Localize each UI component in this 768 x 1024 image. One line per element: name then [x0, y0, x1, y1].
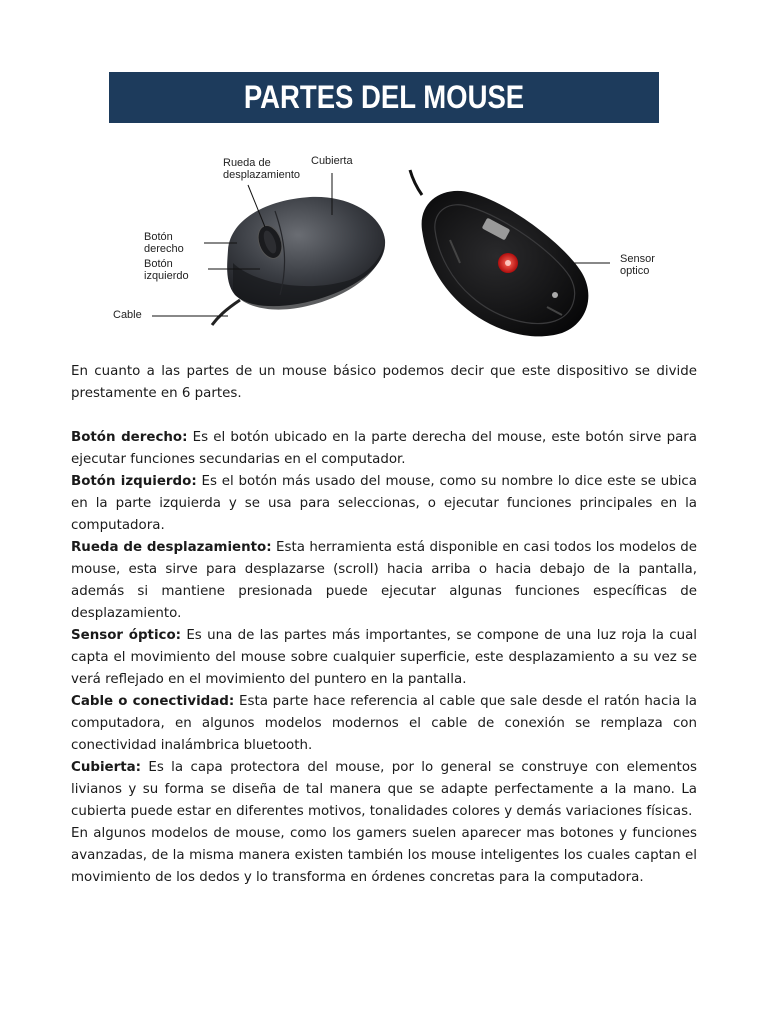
part-term: Cable o conectividad:: [71, 694, 235, 709]
part-text: Es el botón ubicado en la parte derecha del mouse, este botón sirve para ejecutar funciones secundarias en el computador.: [71, 430, 697, 467]
part-text: Es una de las partes más importantes, se compone de una luz roja la cual capta el movimiento del mouse sobre cualquier superficie, este desplazamiento a su vez se verá reflejado en el movimiento del puntero en la pantalla.: [71, 628, 697, 687]
mouse-cable: [212, 300, 240, 325]
body-text: [71, 361, 697, 889]
part-paragraph: [71, 427, 697, 471]
part-paragraph: [71, 625, 697, 691]
closing-paragraph: En algunos modelos de mouse, como los gamers suelen aparecer mas botones y funciones avanzadas, de la misma manera existen también los mouse inteligentes los cuales captan el movimiento de los dedos y lo transforma en órdenes concretas para la computadora.: [71, 826, 697, 885]
mouse-bottom-view: [410, 170, 588, 336]
part-paragraph: [71, 537, 697, 625]
part-term: Sensor óptico:: [71, 628, 182, 643]
part-term: Rueda de desplazamiento:: [71, 540, 272, 555]
mouse-figure: [100, 145, 680, 350]
part-text: Es la capa protectora del mouse, por lo general se construye con elementos livianos y su forma se diseña de tal manera que se adapte perfectamente a la mano. La cubierta puede estar en diferentes motivos, tonalidades colores y demás variaciones físicas.: [71, 760, 697, 819]
part-term: Cubierta:: [71, 760, 142, 775]
part-term: Botón izquierdo:: [71, 474, 197, 489]
label-cable: Cable: [113, 309, 142, 321]
page-title: PARTES DEL MOUSE: [243, 79, 525, 115]
intro-paragraph: En cuanto a las partes de un mouse básico podemos decir que este dispositivo se divide prestamente en 6 partes.: [71, 364, 697, 401]
part-paragraph: [71, 757, 697, 823]
part-term: Botón derecho:: [71, 430, 188, 445]
label-boton-derecho: Botón derecho: [144, 231, 184, 255]
label-boton-izquierdo: Botón izquierdo: [144, 258, 189, 282]
label-rueda: Rueda de desplazamiento: [223, 157, 301, 181]
label-sensor: Sensor optico: [620, 253, 655, 277]
label-cubierta: Cubierta: [311, 155, 353, 167]
mouse-illustration: [100, 145, 680, 350]
title-banner: [109, 72, 659, 123]
part-paragraph: [71, 691, 697, 757]
part-text: Esta herramienta está disponible en casi todos los modelos de mouse, esta sirve para desplazarse (scroll) hacia arriba o hacia debajo de la pantalla, además si mantiene presionada puede ejecutar algunas funciones específicas de desplazamiento.: [71, 540, 697, 621]
mouse-top-view: [212, 197, 385, 325]
part-text: Esta parte hace referencia al cable que sale desde el ratón hacia la computadora, en algunos modelos modernos el cable de conexión se remplaza con conectividad inalámbrica bluetooth.: [71, 694, 697, 753]
part-paragraph: [71, 471, 697, 537]
part-text: Es el botón más usado del mouse, como su nombre lo dice este se ubica en la parte izquierda y se usa para seleccionas, o ejecutar funciones principales en la computadora.: [71, 474, 697, 533]
